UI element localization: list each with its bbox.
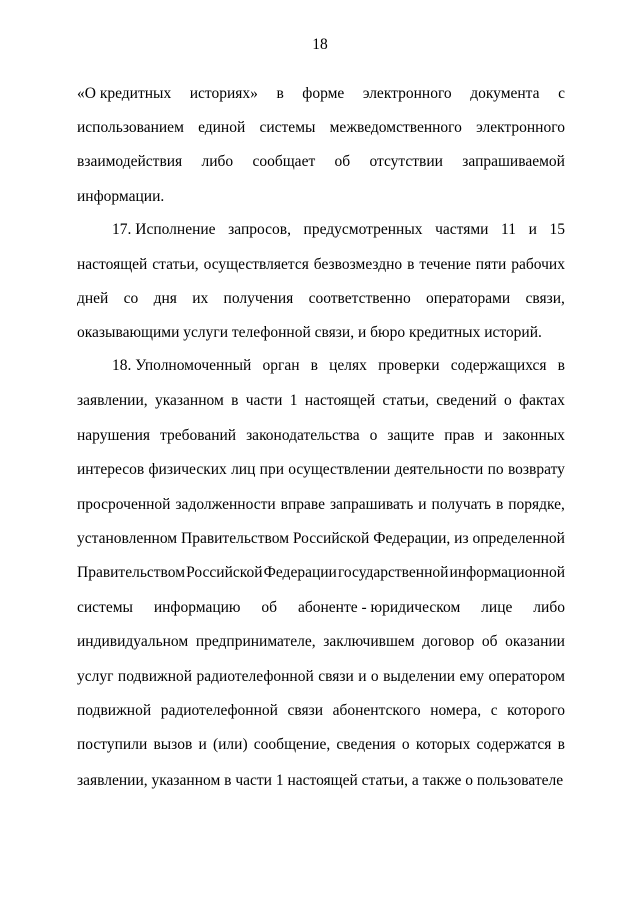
text-line	[77, 255, 565, 275]
word: задолженности	[175, 496, 276, 513]
word: «О кредитных	[77, 85, 172, 102]
word: осуществляется	[203, 256, 309, 273]
line-text: информации.	[77, 188, 165, 205]
text-line	[77, 563, 565, 583]
word: операторами	[426, 290, 511, 307]
word: фактах	[519, 392, 565, 409]
word: в	[557, 736, 565, 753]
word: которых	[415, 736, 471, 753]
word: 15	[549, 221, 565, 238]
word: дней	[77, 290, 109, 307]
text-line	[77, 391, 565, 411]
word: выделении	[383, 668, 456, 685]
word: безвозмездно	[313, 256, 403, 273]
text-line	[77, 529, 565, 549]
text-line	[77, 152, 565, 172]
word: поступили	[77, 736, 148, 753]
word: в	[231, 392, 239, 409]
word: законных	[502, 427, 565, 444]
text-line	[77, 426, 565, 446]
word: содержащихся	[450, 357, 547, 374]
word: информацию	[153, 599, 241, 616]
word: защите	[387, 427, 435, 444]
word: (или)	[212, 736, 248, 753]
word: и	[528, 221, 537, 238]
word: оператором	[488, 668, 565, 685]
word: физических	[148, 461, 227, 478]
page-number: 18	[312, 36, 328, 53]
word: ему	[459, 668, 484, 685]
word: связи	[287, 702, 324, 719]
word: радиотелефонной	[196, 668, 314, 685]
word: о	[369, 427, 378, 444]
text-line	[77, 323, 565, 343]
word: рабочих	[511, 256, 565, 273]
word: информационной	[449, 564, 565, 581]
word: с	[490, 702, 498, 719]
word: электронного	[362, 85, 452, 102]
word: содержатся	[476, 736, 552, 753]
word: связи	[318, 668, 354, 685]
word: порядке,	[508, 496, 565, 513]
word: подвижной	[117, 668, 193, 685]
text-line	[77, 187, 565, 207]
word: требований	[159, 427, 237, 444]
word: либо	[533, 599, 565, 616]
word: оказании	[505, 633, 565, 650]
text-line	[77, 118, 565, 138]
word: целях	[329, 357, 367, 374]
word: документа	[470, 85, 540, 102]
word: Федерации,	[373, 530, 451, 547]
word: пяти	[475, 256, 507, 273]
word: статьи,	[152, 256, 199, 273]
word: просроченной	[77, 496, 171, 513]
line-text: заявлении, указанном в части 1 настоящей статьи, а также о пользователе	[77, 772, 564, 789]
word: течение	[419, 256, 471, 273]
word: их	[192, 290, 209, 307]
word: в	[495, 496, 504, 513]
word: получать	[431, 496, 491, 513]
word: сведений	[436, 392, 497, 409]
word: возврату	[507, 461, 565, 478]
word: и	[358, 668, 367, 685]
word: настоящей	[304, 392, 376, 409]
word: статьи,	[382, 392, 429, 409]
word: единой	[198, 119, 246, 136]
word: сообщение,	[253, 736, 331, 753]
word: использованием	[77, 119, 184, 136]
word: индивидуальном	[77, 633, 189, 650]
text-line	[112, 356, 565, 376]
word: радиотелефонной	[160, 702, 278, 719]
text-line	[112, 220, 565, 240]
text-line	[77, 495, 565, 515]
word: дня	[153, 290, 177, 307]
word: услуг	[77, 668, 114, 685]
word: частями	[435, 221, 489, 238]
word: договор	[422, 633, 475, 650]
word: взаимодействия	[77, 153, 183, 170]
word: 1	[289, 392, 298, 409]
word: абоненте - юридическом	[297, 599, 461, 616]
word: Правительством	[77, 564, 186, 581]
word: лиц	[231, 461, 256, 478]
word: заключившем	[323, 633, 415, 650]
word: и	[484, 427, 493, 444]
word: либо	[201, 153, 234, 170]
word: заявлении,	[77, 392, 148, 409]
word: абонентского	[332, 702, 421, 719]
word: историях»	[189, 85, 258, 102]
text-line	[77, 84, 565, 104]
word: в	[557, 357, 565, 374]
word: законодательства	[246, 427, 360, 444]
word: установленном	[77, 530, 178, 547]
word: номера,	[430, 702, 482, 719]
word: связи,	[525, 290, 565, 307]
word: запросов,	[228, 221, 291, 238]
word: системы	[77, 599, 133, 616]
word: из	[454, 530, 469, 547]
word: сообщает	[252, 153, 316, 170]
word: соответственно	[308, 290, 411, 307]
word: 11	[501, 221, 516, 238]
word: вызов	[153, 736, 193, 753]
word: и	[198, 736, 207, 753]
word: Российской	[292, 530, 370, 547]
text-line	[77, 632, 565, 652]
text-line	[77, 771, 565, 791]
text-line	[77, 289, 565, 309]
word: системы	[259, 119, 316, 136]
word: об	[261, 599, 278, 616]
word: получения	[223, 290, 294, 307]
word: запрашивать	[329, 496, 414, 513]
word: при	[259, 461, 285, 478]
word: государственной	[337, 564, 449, 581]
word: Федерации	[263, 564, 337, 581]
word: об	[334, 153, 351, 170]
word: форме	[302, 85, 345, 102]
text-line	[77, 460, 565, 480]
word: межведомственного	[329, 119, 462, 136]
word: запрашиваемой	[462, 153, 565, 170]
text-line	[77, 735, 565, 755]
word: в	[276, 85, 284, 102]
word: со	[123, 290, 139, 307]
word: которого	[507, 702, 565, 719]
word: в	[310, 357, 318, 374]
word: деятельности	[394, 461, 484, 478]
word: предпринимателе,	[195, 633, 316, 650]
word: указанном	[154, 392, 224, 409]
line-text: оказывающими услуги телефонной связи, и бюро кредитных историй.	[77, 324, 542, 341]
word: Правительством	[181, 530, 290, 547]
word: предусмотренных	[303, 221, 423, 238]
text-line	[77, 667, 565, 687]
word: части	[245, 392, 283, 409]
word: прав	[444, 427, 475, 444]
word: отсутствии	[369, 153, 443, 170]
word: 18. Уполномоченный	[112, 357, 252, 374]
word: орган	[262, 357, 300, 374]
word: Российской	[186, 564, 263, 581]
word: о	[401, 736, 410, 753]
word: интересов	[77, 461, 145, 478]
word: 17. Исполнение	[112, 221, 216, 238]
word: настоящей	[77, 256, 148, 273]
word: в	[407, 256, 415, 273]
word: нарушения	[77, 427, 151, 444]
text-line	[77, 701, 565, 721]
word: осуществлении	[288, 461, 391, 478]
word: по	[487, 461, 504, 478]
word: определенной	[472, 530, 565, 547]
word: вправе	[280, 496, 325, 513]
word: подвижной	[77, 702, 152, 719]
word: и	[418, 496, 427, 513]
word: о	[503, 392, 512, 409]
word: электронного	[476, 119, 565, 136]
text-line	[77, 598, 565, 618]
word: проверки	[378, 357, 440, 374]
word: об	[481, 633, 498, 650]
word: лице	[481, 599, 513, 616]
word: с	[558, 85, 565, 102]
word: о	[370, 668, 379, 685]
word: сведения	[336, 736, 396, 753]
